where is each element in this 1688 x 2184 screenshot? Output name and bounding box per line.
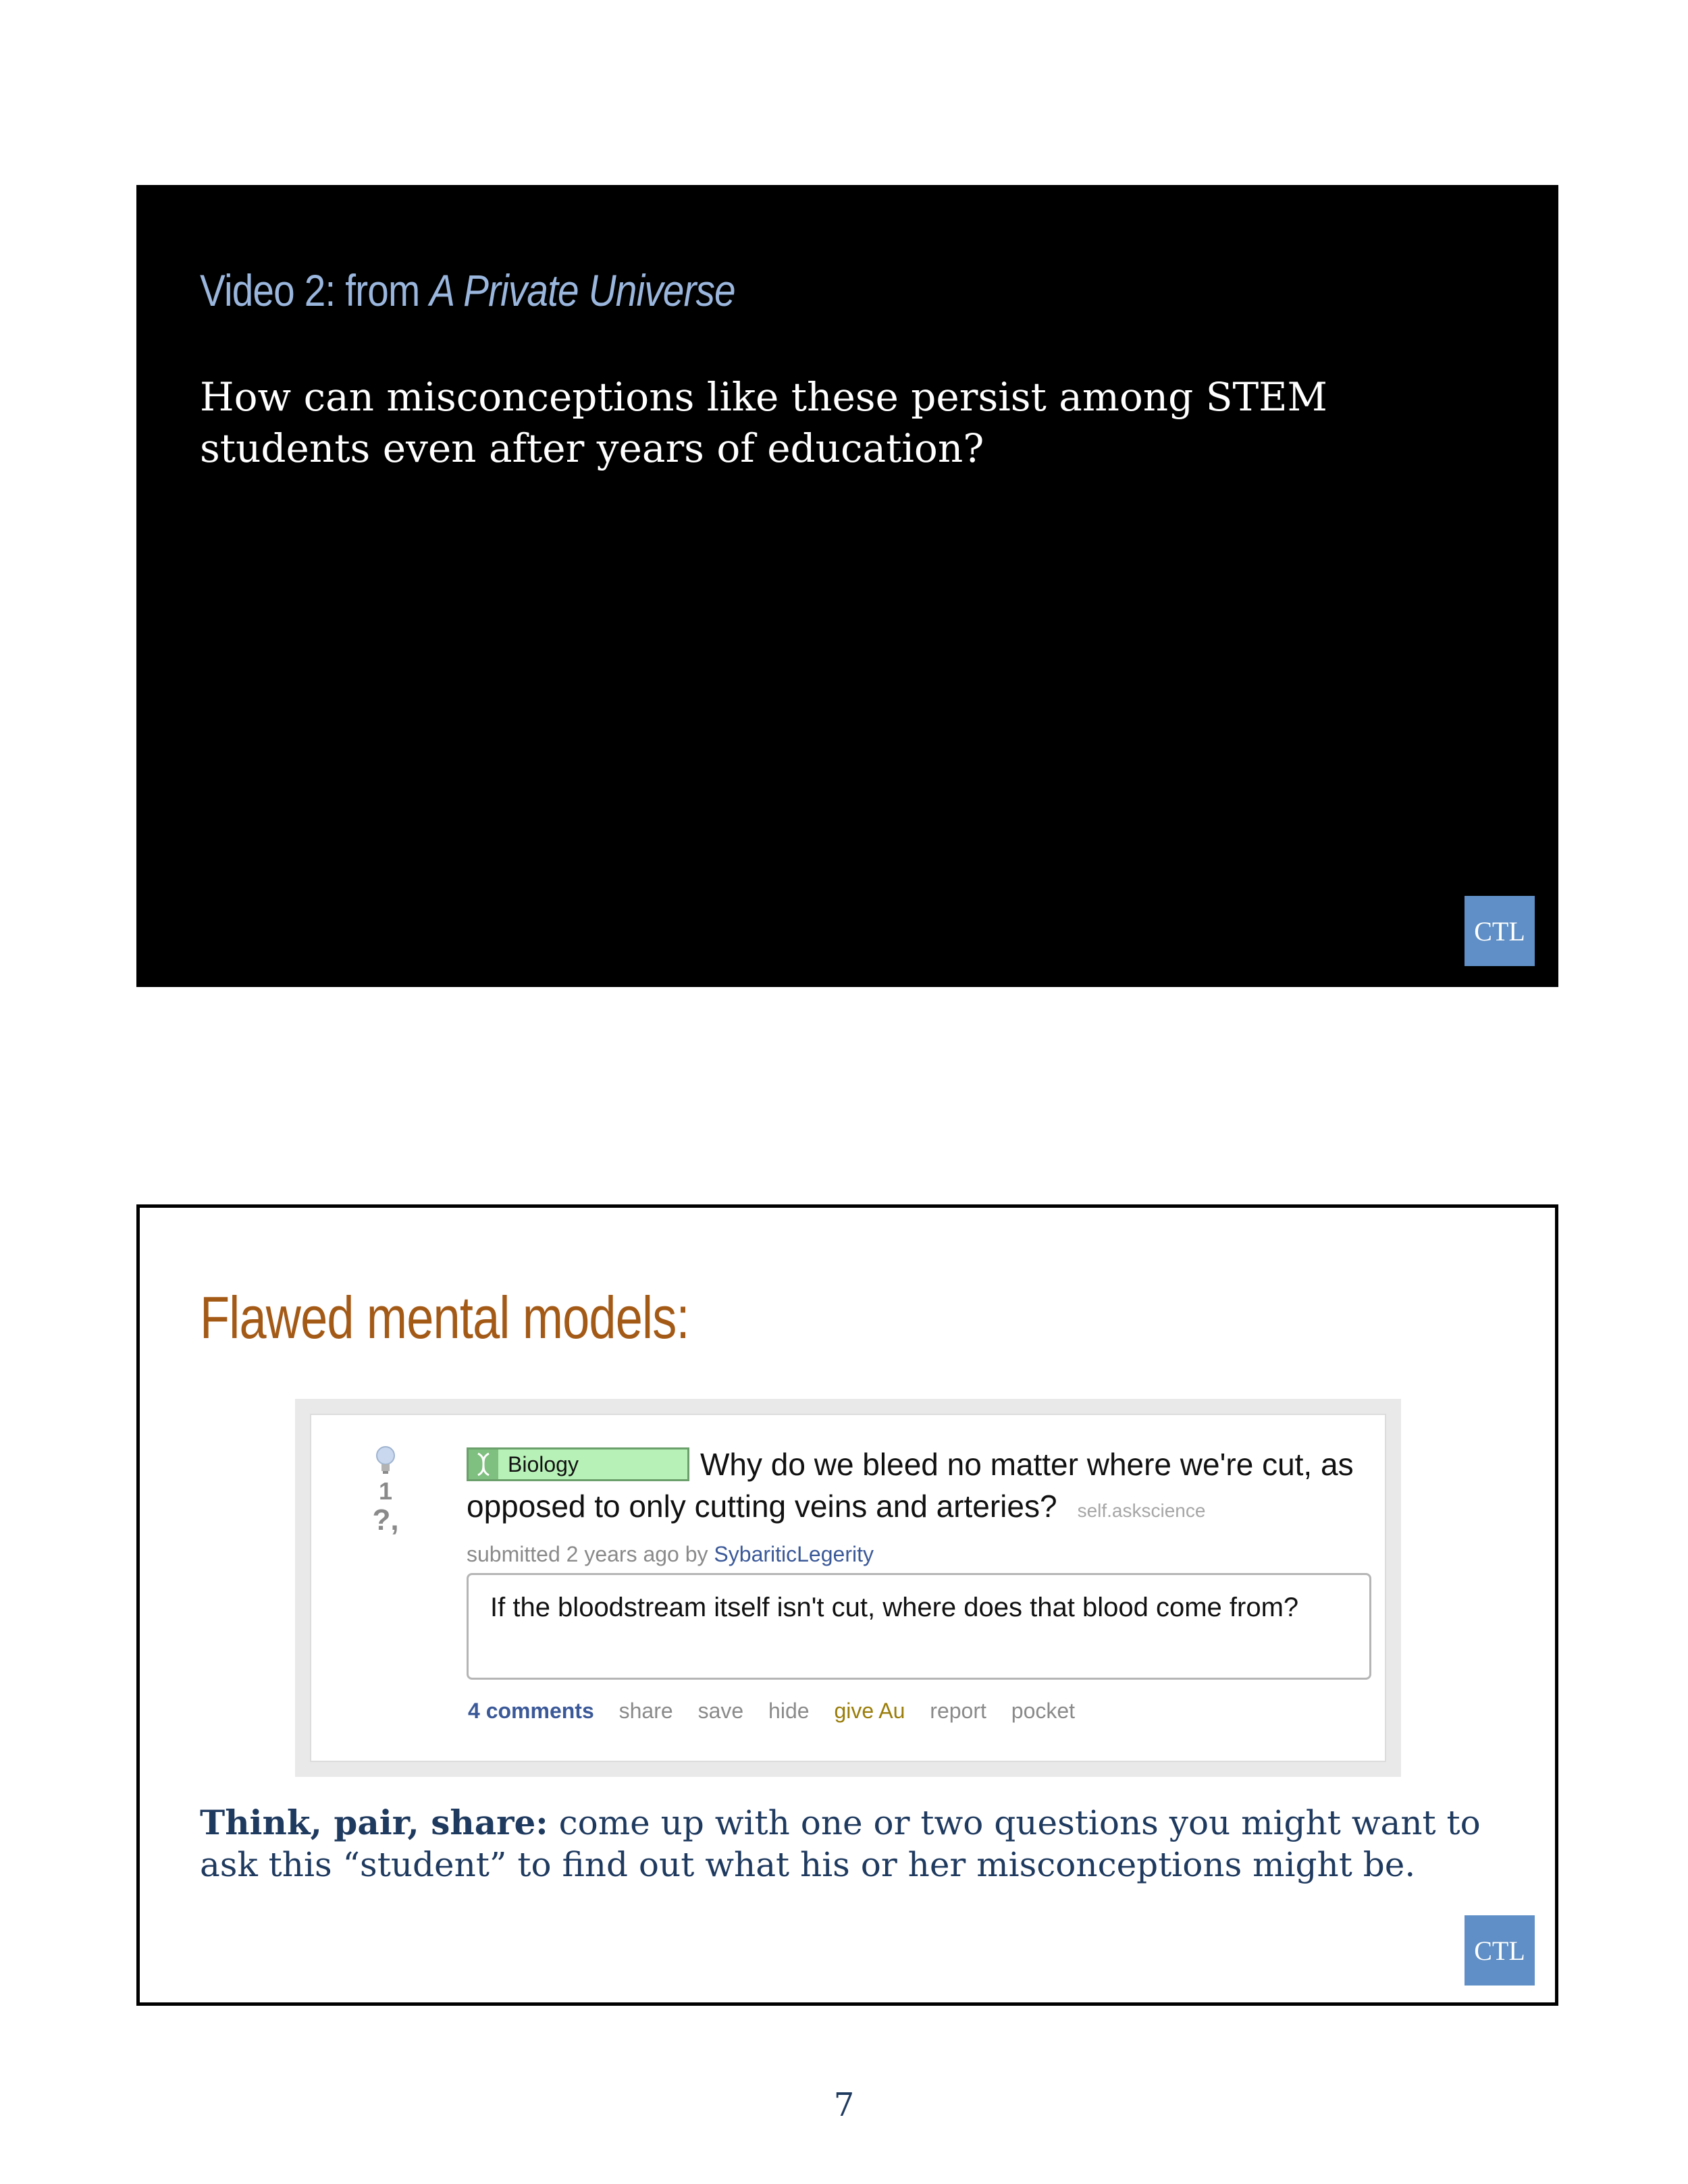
flair-label: Biology [508, 1451, 579, 1476]
save-link[interactable]: save [697, 1699, 744, 1723]
prompt-lead: Think, pair, share: [200, 1803, 548, 1842]
share-link[interactable]: share [618, 1699, 673, 1723]
post-selftext: If the bloodstream itself isn't cut, where does that blood come from? [467, 1573, 1371, 1680]
discussion-question: How can misconceptions like these persist among STEM students even after years of education? [200, 374, 1327, 471]
submitted-text: submitted 2 years ago by [467, 1542, 714, 1566]
hide-link[interactable]: hide [768, 1699, 810, 1723]
post-domain[interactable]: self.askscience [1077, 1500, 1206, 1521]
page-number: 7 [833, 2086, 855, 2124]
film-title: A Private Universe [429, 265, 735, 315]
reddit-post [310, 1414, 1386, 1762]
post-score: 1 [378, 1477, 393, 1505]
prompt-text: come up with one or two questions you might want to ask this “student” to find out what his or her misconceptions might be. [200, 1803, 1481, 1884]
slide-title: Flawed mental models: [200, 1284, 689, 1351]
report-link[interactable]: report [930, 1699, 986, 1723]
flair-badge [467, 1447, 689, 1481]
post-actions [468, 1699, 1094, 1724]
post-title[interactable]: Why do we bleed no matter where we're cut, as opposed to only cutting veins and arteries? [467, 1447, 1354, 1524]
vote-column [371, 1445, 400, 1535]
lightbulb-icon[interactable] [374, 1445, 397, 1476]
reddit-post-screenshot [295, 1399, 1401, 1777]
author-link[interactable]: SybariticLegerity [714, 1542, 874, 1566]
slide-flawed-models [136, 1204, 1558, 2006]
give-gold-link[interactable]: give Au [834, 1699, 905, 1723]
ctl-logo: CTL [1465, 1915, 1535, 1986]
slide-video-2 [136, 185, 1558, 987]
dna-icon [469, 1449, 498, 1479]
ctl-logo: CTL [1465, 896, 1535, 966]
question-marks-icon[interactable]: ?, [372, 1503, 399, 1537]
title-prefix: Video 2: from [200, 265, 430, 315]
slide-title [200, 265, 735, 316]
comments-link[interactable]: 4 comments [468, 1699, 594, 1723]
think-pair-share-prompt [200, 1802, 1483, 1886]
pocket-link[interactable]: pocket [1011, 1699, 1076, 1723]
post-meta [467, 1542, 874, 1567]
